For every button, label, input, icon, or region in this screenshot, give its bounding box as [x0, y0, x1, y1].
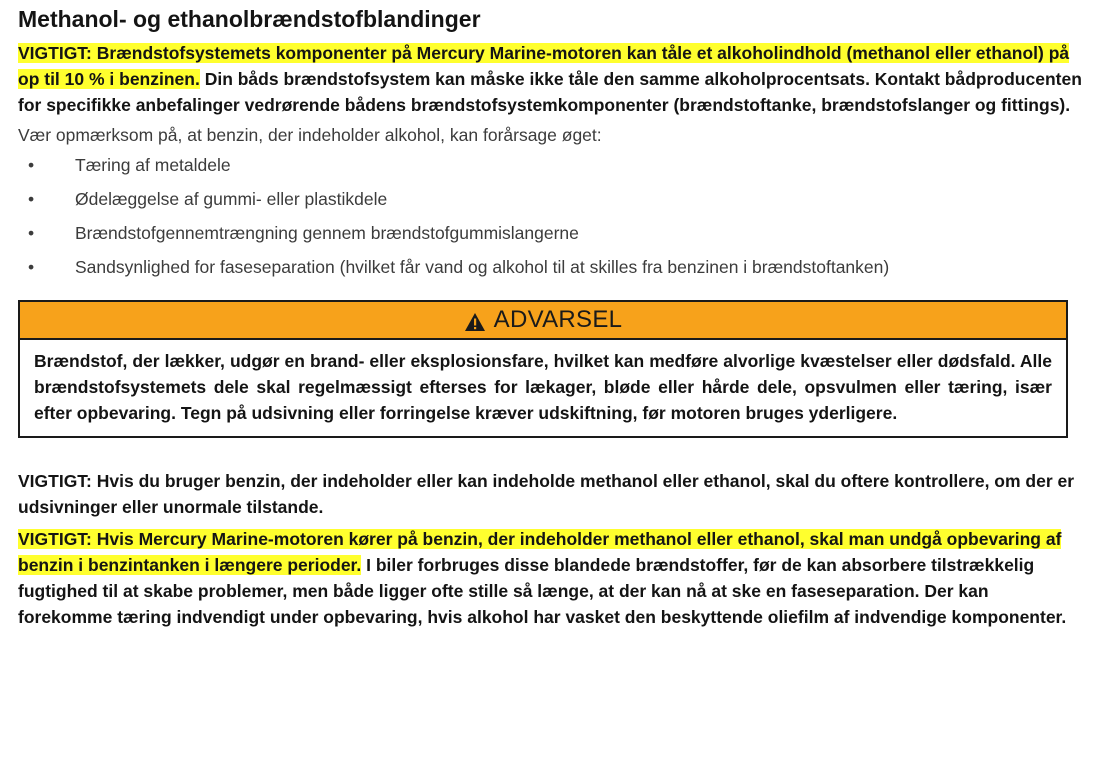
highlighted-text: VIGTIGT: Brændstofsystemets komponenter på Mercury Marine-motoren kan tåle et alkoholindhold (methanol eller ethanol) på op til 10 % i benzinen.: [18, 43, 1070, 89]
bullet-icon: •: [28, 189, 35, 209]
list-item: [18, 220, 1082, 246]
risk-list: [18, 152, 1082, 280]
list-item: [18, 186, 1082, 212]
warning-label: ADVARSEL: [493, 306, 623, 333]
bullet-icon: •: [28, 223, 35, 243]
section-title: Methanol- og ethanolbrændstofblandinger: [18, 6, 481, 32]
intro-text: Vær opmærksom på, at benzin, der indeholder alkohol, kan forårsage øget:: [18, 125, 602, 145]
important-note-storage: [18, 526, 1082, 630]
important-note-alcohol-content: [18, 40, 1082, 118]
list-item-text: Tæring af metaldele: [75, 155, 231, 175]
warning-header: [20, 302, 1066, 340]
bullet-icon: •: [28, 155, 35, 175]
list-item-text: Ødelæggelse af gummi- eller plastikdele: [75, 189, 388, 209]
document-page: [18, 4, 1082, 630]
note-text: I biler forbruges disse blandede brændstoffer, før de kan absorbere tilstrækkelig fugtighed til at skabe problemer, men både ligger ofte stille så længe, at der kan nå at ske en faseseparation. Der kan forekomme tæring indvendigt under opbevaring, hvis alkohol har vasket den beskyttende oliefilm af indvendige komponenter.: [18, 555, 1067, 627]
bullet-icon: •: [28, 257, 35, 277]
list-item-text: Sandsynlighed for faseseparation (hvilket får vand og alkohol til at skilles fra benzinen i brændstoftanken): [75, 257, 890, 277]
list-item-text: Brændstofgennemtrængning gennem brændstofgummislangerne: [75, 223, 579, 243]
note-text: Din båds brændstofsystem kan måske ikke tåle den samme alkoholprocentsats. Kontakt bådproducenten for specifikke anbefalinger vedrørende bådens brændstofsystemkomponenter (brændstoftanke, brændstofslanger og fittings).: [18, 69, 1082, 115]
warning-triangle-icon: [464, 311, 486, 331]
list-item: [18, 152, 1082, 178]
warning-text: Brændstof, der lækker, udgør en brand- eller eksplosionsfare, hvilket kan medføre alvorlige kvæstelser eller dødsfald. Alle brændstofsystemets dele skal regelmæssigt efterses for lækager, bløde eller hårde dele, opsvulmen eller tæring, især efter opbevaring. Tegn på udsivning eller forringelse kræver udskiftning, før motoren bruges yderligere.: [34, 351, 1052, 423]
list-item: [18, 254, 1082, 280]
highlighted-text: VIGTIGT: Hvis Mercury Marine-motoren kører på benzin, der indeholder methanol eller ethanol, skal man undgå opbevaring af benzin i benzintanken i længere perioder.: [18, 529, 1062, 575]
important-note-inspection: VIGTIGT: Hvis du bruger benzin, der indeholder eller kan indeholde methanol eller ethanol, skal du oftere kontrollere, om der er udsivninger eller unormale tilstande.: [18, 471, 1075, 517]
warning-box: [18, 300, 1068, 438]
